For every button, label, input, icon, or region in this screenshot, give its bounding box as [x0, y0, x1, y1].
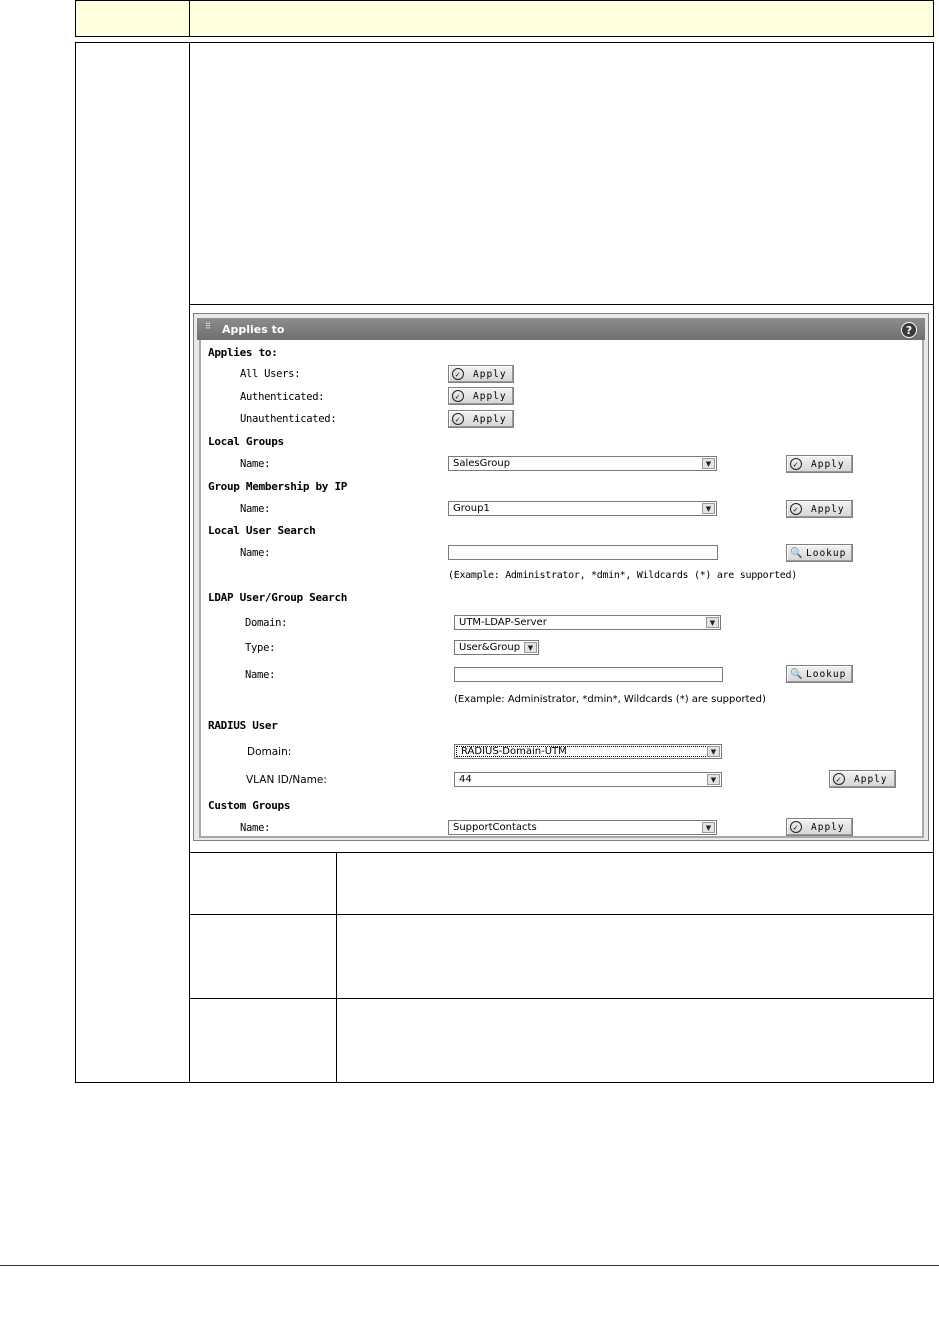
check-icon: ✓ — [452, 413, 464, 425]
apply-group-membership-button[interactable]: ✓ Apply — [786, 500, 853, 518]
chevron-down-icon[interactable]: ▼ — [707, 774, 720, 785]
local-user-search-heading: Local User Search — [208, 524, 316, 537]
group-membership-heading: Group Membership by IP — [208, 480, 348, 493]
ldap-type-label: Type: — [245, 642, 276, 654]
ldap-domain-select[interactable]: UTM-LDAP-Server ▼ — [454, 615, 721, 630]
apply-local-groups-button[interactable]: ✓ Apply — [786, 455, 853, 473]
chevron-down-icon[interactable]: ▼ — [707, 746, 720, 757]
apply-custom-groups-button[interactable]: ✓ Apply — [786, 818, 853, 836]
panel-title-bar — [197, 318, 925, 340]
ldap-domain-label: Domain: — [245, 617, 288, 629]
custom-groups-heading: Custom Groups — [208, 799, 291, 812]
subtable-row-divider-2 — [189, 998, 934, 999]
panel-title: Applies to — [222, 323, 285, 336]
ldap-search-hint: (Example: Administrator, *dmin*, Wildcards (*) are supported) — [454, 694, 766, 705]
check-icon: ✓ — [833, 773, 845, 785]
local-groups-name-label: Name: — [240, 458, 271, 470]
apply-radius-button[interactable]: ✓ Apply — [829, 770, 896, 788]
question-icon[interactable]: ? — [901, 322, 917, 338]
local-groups-heading: Local Groups — [208, 435, 284, 448]
local-user-search-name-label: Name: — [240, 547, 271, 559]
unauthenticated-label: Unauthenticated: — [240, 413, 337, 425]
table-left-border — [75, 42, 76, 1083]
ldap-name-label: Name: — [245, 669, 276, 681]
chevron-down-icon[interactable]: ▼ — [702, 503, 715, 514]
ldap-lookup-button[interactable]: 🔍 Lookup — [786, 665, 853, 683]
table-body-top-border — [75, 42, 934, 43]
magnifier-icon: 🔍 — [790, 547, 804, 559]
apply-unauthenticated-button[interactable]: ✓ Apply — [448, 410, 514, 428]
chevron-down-icon[interactable]: ▼ — [706, 617, 719, 628]
table-right-border — [933, 42, 934, 1083]
check-icon: ✓ — [452, 390, 464, 402]
local-groups-select[interactable]: SalesGroup ▼ — [448, 456, 717, 471]
table-header-divider — [189, 0, 190, 37]
table-header-row — [75, 0, 934, 37]
custom-groups-select[interactable]: SupportContacts ▼ — [448, 820, 717, 835]
local-user-lookup-button[interactable]: 🔍 Lookup — [786, 544, 853, 562]
all-users-label: All Users: — [240, 368, 301, 380]
grip-icon: ⠿ — [205, 322, 210, 331]
chevron-down-icon[interactable]: ▼ — [524, 642, 537, 653]
check-icon: ✓ — [790, 458, 802, 470]
table-bottom-border — [75, 1082, 934, 1083]
chevron-down-icon[interactable]: ▼ — [702, 458, 715, 469]
screenshot-cell-bottom-border — [189, 852, 934, 853]
radius-vlan-select[interactable]: 44 ▼ — [454, 772, 722, 787]
chevron-down-icon[interactable]: ▼ — [702, 822, 715, 833]
magnifier-icon: 🔍 — [790, 668, 804, 680]
page-footer-rule — [0, 1265, 939, 1266]
check-icon: ✓ — [790, 821, 802, 833]
apply-authenticated-button[interactable]: ✓ Apply — [448, 387, 514, 405]
group-membership-select[interactable]: Group1 ▼ — [448, 501, 717, 516]
subtable-row-divider-1 — [189, 914, 934, 915]
radius-domain-select[interactable]: RADIUS-Domain-UTM ▼ — [454, 744, 722, 759]
radius-domain-label: Domain: — [247, 746, 292, 758]
radius-user-heading: RADIUS User — [208, 719, 278, 732]
local-user-search-hint: (Example: Administrator, *dmin*, Wildcards (*) are supported) — [448, 570, 797, 581]
custom-groups-name-label: Name: — [240, 822, 271, 834]
subtable-column-divider — [336, 852, 337, 1083]
authenticated-label: Authenticated: — [240, 391, 325, 403]
table-column-divider — [189, 42, 190, 1083]
ldap-name-input[interactable] — [454, 667, 723, 682]
ldap-type-select[interactable]: User&Group ▼ — [454, 640, 539, 655]
local-user-search-input[interactable] — [448, 545, 718, 560]
radius-vlan-label: VLAN ID/Name: — [246, 774, 327, 786]
applies-to-heading: Applies to: — [208, 346, 278, 359]
check-icon: ✓ — [790, 503, 802, 515]
group-membership-name-label: Name: — [240, 503, 271, 515]
apply-all-users-button[interactable]: ✓ Apply — [448, 365, 514, 383]
screenshot-cell-top-border — [189, 304, 934, 305]
check-icon: ✓ — [452, 368, 464, 380]
ldap-search-heading: LDAP User/Group Search — [208, 591, 348, 604]
